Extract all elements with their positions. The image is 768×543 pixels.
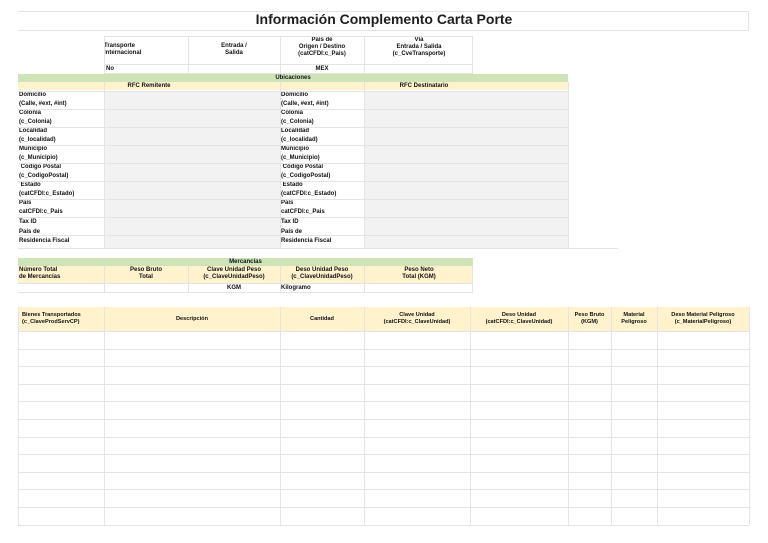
gridline <box>611 307 612 525</box>
remitente-label-domicilio: Domicilio (Calle, #ext, #int) <box>19 92 67 107</box>
mercancias-header-clave-unidad: Clave Unidad Peso (c_ClaveUnidadPeso) <box>203 267 265 280</box>
destinatario-label-pais: País catCFDI:c_Pais <box>281 200 325 215</box>
bienes-header-peso-bruto: Peso Bruto (KGM) <box>568 307 611 331</box>
gridline <box>364 266 365 292</box>
gridline <box>568 307 569 525</box>
destinatario-values-area[interactable] <box>364 91 568 248</box>
gridline <box>188 36 189 74</box>
gridline <box>18 507 749 508</box>
rfc-remitente-header: RFC Remitente <box>18 82 280 90</box>
rfc-destinatario-header: RFC Destinatario <box>280 82 568 90</box>
gridline <box>18 401 749 402</box>
gridline <box>18 235 568 236</box>
page-title: Información Complemento Carta Porte <box>255 11 513 27</box>
remitente-values-area[interactable] <box>104 91 280 248</box>
gridline <box>104 36 105 74</box>
gridline <box>18 127 568 128</box>
gridline <box>18 30 748 31</box>
mercancias-header-peso-bruto: Peso Bruto Total <box>129 267 162 280</box>
gridline <box>749 307 750 525</box>
gridline <box>104 307 105 525</box>
bienes-header-descripcion: Descripción <box>104 307 280 331</box>
destinatario-label-municipio: Municipio (c_Municipio) <box>281 146 320 161</box>
gridline <box>18 145 568 146</box>
bienes-header-clave-prod: Bienes Transportados (c_ClaveProdServCP) <box>18 307 104 331</box>
remitente-label-colonia: Colonia (c_Colonia) <box>19 110 52 125</box>
gridline <box>18 283 473 284</box>
gridline <box>18 437 749 438</box>
transport-header-pais: País de Origen / Destino (catCFDI:c_Pais) <box>298 37 346 57</box>
gridline <box>568 82 569 248</box>
destinatario-label-estado: Estado (catCFDI:c_Estado) <box>281 182 337 197</box>
mercancias-title: Mercancías <box>18 258 473 266</box>
bienes-header-deso-unidad: Deso Unidad (catCFDI:c_ClaveUnidad) <box>470 307 568 331</box>
remitente-label-residencia: País de Residencia Fiscal <box>19 229 70 244</box>
gridline <box>18 525 749 526</box>
gridline <box>472 266 473 292</box>
gridline <box>18 163 568 164</box>
remitente-label-localidad: Localidad (c_localidad) <box>19 128 56 143</box>
gridline <box>280 82 281 248</box>
remitente-label-tax-id: Tax ID <box>19 219 37 225</box>
gridline <box>104 73 472 74</box>
gridline <box>280 307 281 525</box>
transport-header-via: Vía Entrada / Salida (c_CveTransporte) <box>392 37 446 57</box>
gridline <box>748 11 749 31</box>
gridline <box>18 472 749 473</box>
bienes-header-material-peligroso: Material Peligroso <box>611 307 657 331</box>
gridline <box>18 454 749 455</box>
transport-internacional-value[interactable]: No <box>106 66 114 72</box>
transport-header-internacional: Transporte Internacional <box>104 43 142 56</box>
gridline <box>104 82 105 248</box>
gridline <box>18 489 749 490</box>
bienes-header-deso-material: Deso Material Peligroso (c_MaterialPeligroso) <box>657 307 749 331</box>
gridline <box>18 384 749 385</box>
gridline <box>18 109 568 110</box>
gridline <box>18 292 473 293</box>
gridline <box>104 36 472 37</box>
destinatario-label-codigo-postal: Código Postal (c_CodigoPostal) <box>281 164 331 179</box>
gridline <box>364 36 365 74</box>
gridline <box>18 307 19 525</box>
mercancias-deso-unidad-value[interactable]: Kilogramo <box>281 285 311 291</box>
destinatario-label-tax-id: Tax ID <box>281 219 299 225</box>
gridline <box>280 36 281 74</box>
gridline <box>18 91 568 92</box>
gridline <box>18 217 568 218</box>
mercancias-header-deso-unidad: Deso Unidad Peso (c_ClaveUnidadPeso) <box>291 267 353 280</box>
mercancias-header-peso-neto: Peso Neto Total (KGM) <box>402 267 436 280</box>
ubicaciones-title: Ubicaciones <box>18 74 568 82</box>
mercancias-header-numero-total: Número Total de Mercancías <box>19 267 61 280</box>
transport-pais-value[interactable]: MEX <box>315 66 329 72</box>
gridline <box>18 366 749 367</box>
gridline <box>18 248 618 249</box>
gridline <box>18 419 749 420</box>
destinatario-label-localidad: Localidad (c_localidad) <box>281 128 318 143</box>
gridline <box>104 64 472 65</box>
gridline <box>18 349 749 350</box>
gridline <box>104 266 105 292</box>
gridline <box>364 82 365 248</box>
gridline <box>364 307 365 525</box>
gridline <box>470 307 471 525</box>
bienes-header-cantidad: Cantidad <box>280 307 364 331</box>
gridline <box>280 266 281 292</box>
gridline <box>188 266 189 292</box>
transport-header-entrada-salida: Entrada / Salida <box>221 43 247 56</box>
remitente-label-municipio: Municipio (c_Municipio) <box>19 146 58 161</box>
gridline <box>18 199 568 200</box>
destinatario-label-domicilio: Domicilio (Calle, #ext, #int) <box>281 92 329 107</box>
gridline <box>18 181 568 182</box>
remitente-label-pais: País catCFDI:c_Pais <box>19 200 63 215</box>
remitente-label-codigo-postal: Código Postal (c_CodigoPostal) <box>19 164 69 179</box>
gridline <box>472 36 473 74</box>
mercancias-clave-unidad-value[interactable]: KGM <box>227 285 241 291</box>
destinatario-label-colonia: Colonia (c_Colonia) <box>281 110 314 125</box>
gridline <box>657 307 658 525</box>
remitente-label-estado: Estado (catCFDI:c_Estado) <box>19 182 75 197</box>
bienes-header-clave-unidad: Clave Unidad (catCFDI:c_ClaveUnidad) <box>364 307 470 331</box>
gridline <box>18 11 748 12</box>
destinatario-label-residencia: País de Residencia Fiscal <box>281 229 332 244</box>
gridline <box>18 331 749 332</box>
